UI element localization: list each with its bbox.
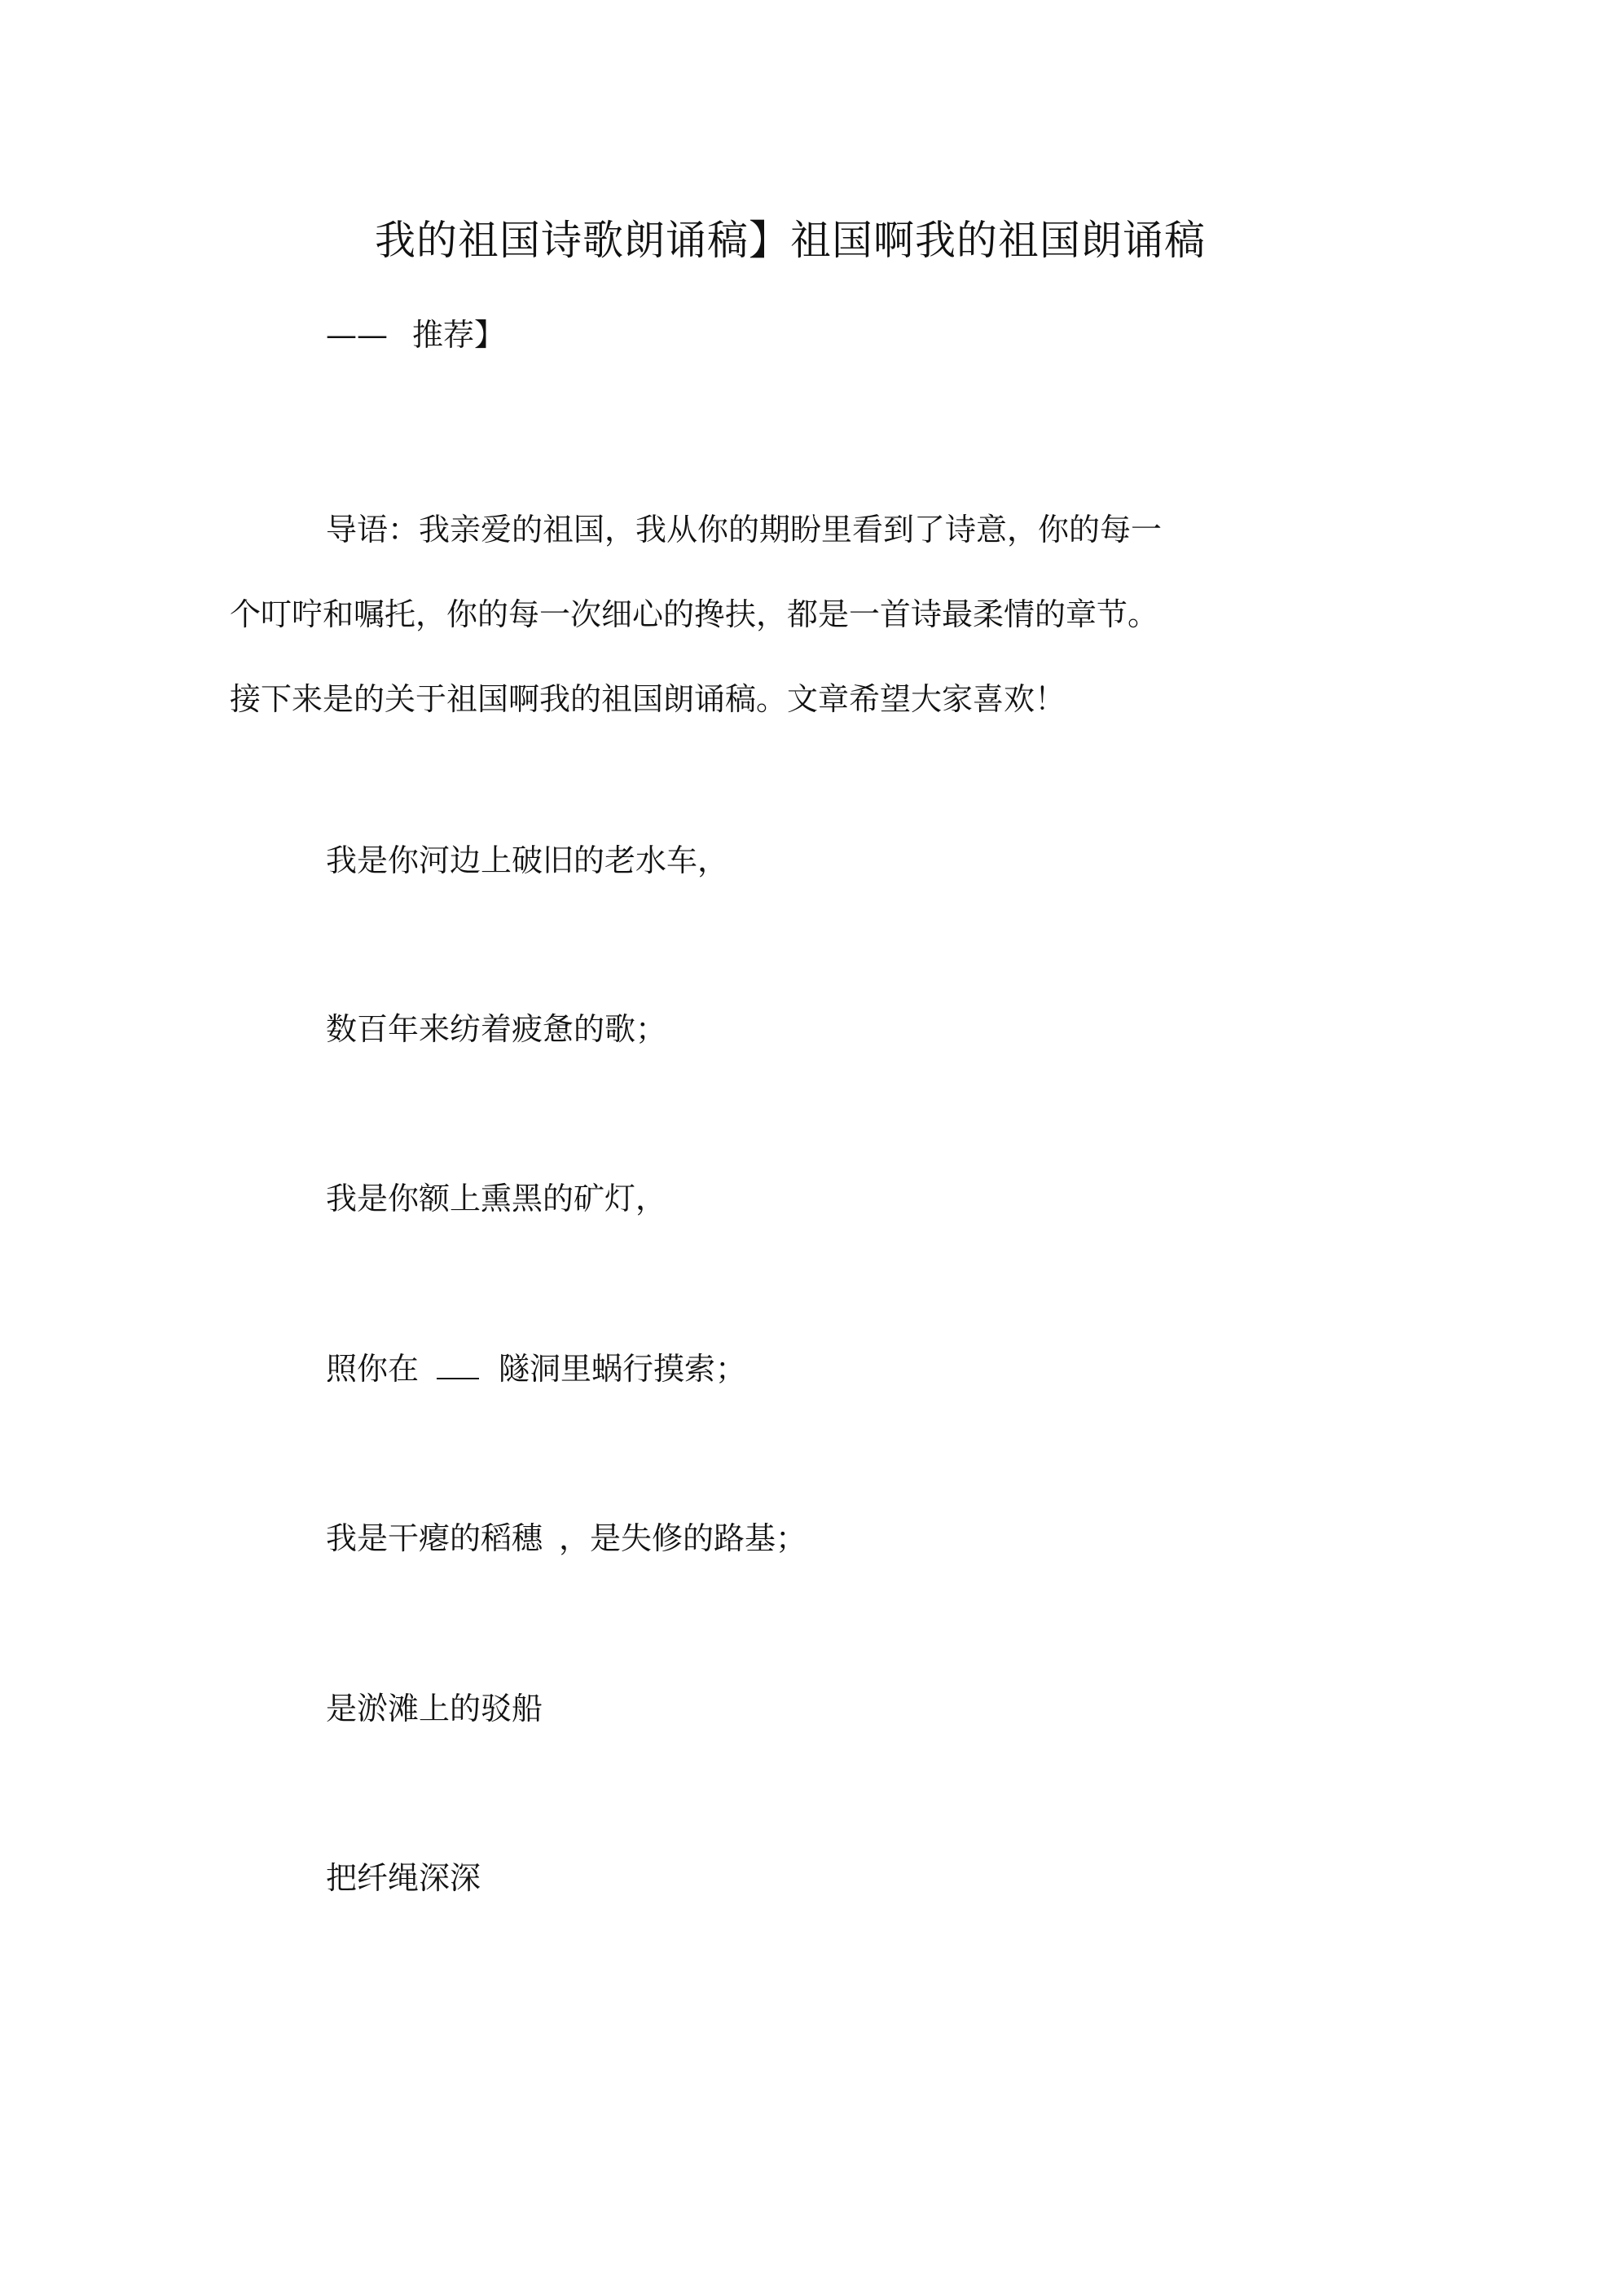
poem-line-7: 把纤绳深深 [326, 1860, 481, 1896]
poem-line-4-after: 隧洞里蜗行摸索； [499, 1351, 747, 1387]
poem-line-6: 是淤滩上的驳船 [326, 1691, 543, 1726]
poem-line-5 [326, 1515, 807, 1561]
intro-line: 个叮咛和嘱托，你的每一次细心的搀扶，都是一首诗最柔情的章节。 [230, 596, 1159, 632]
intro-line: 接下来是的关于祖国啊我的祖国朗诵稿。文章希望大家喜欢！ [230, 681, 1066, 717]
intro-paragraph [230, 487, 1273, 741]
intro-line: 导语：我亲爱的祖国，我从你的期盼里看到了诗意，你的每一 [326, 512, 1163, 548]
fill-in-blank [437, 1353, 479, 1379]
poem-line-1: 我是你河边上破旧的老水车， [326, 842, 729, 878]
poem-line-4 [326, 1346, 746, 1392]
document-title: 我的祖国诗歌朗诵稿】祖国啊我的祖国朗诵稿 [375, 217, 1206, 264]
poem-line-3: 我是你额上熏黑的矿灯， [326, 1181, 667, 1216]
subtitle-text: 推荐】 [412, 317, 506, 353]
subtitle-dash: —— [326, 317, 388, 353]
poem-line-5-part1: 我是干瘪的稻穗 [326, 1520, 543, 1556]
poem-line-4-before: 照你在 [326, 1351, 420, 1387]
poem-line-5-part2: ，是失修的路基； [559, 1520, 807, 1556]
poem-line-2: 数百年来纺着疲惫的歌； [326, 1011, 667, 1047]
document-subtitle [326, 312, 505, 358]
